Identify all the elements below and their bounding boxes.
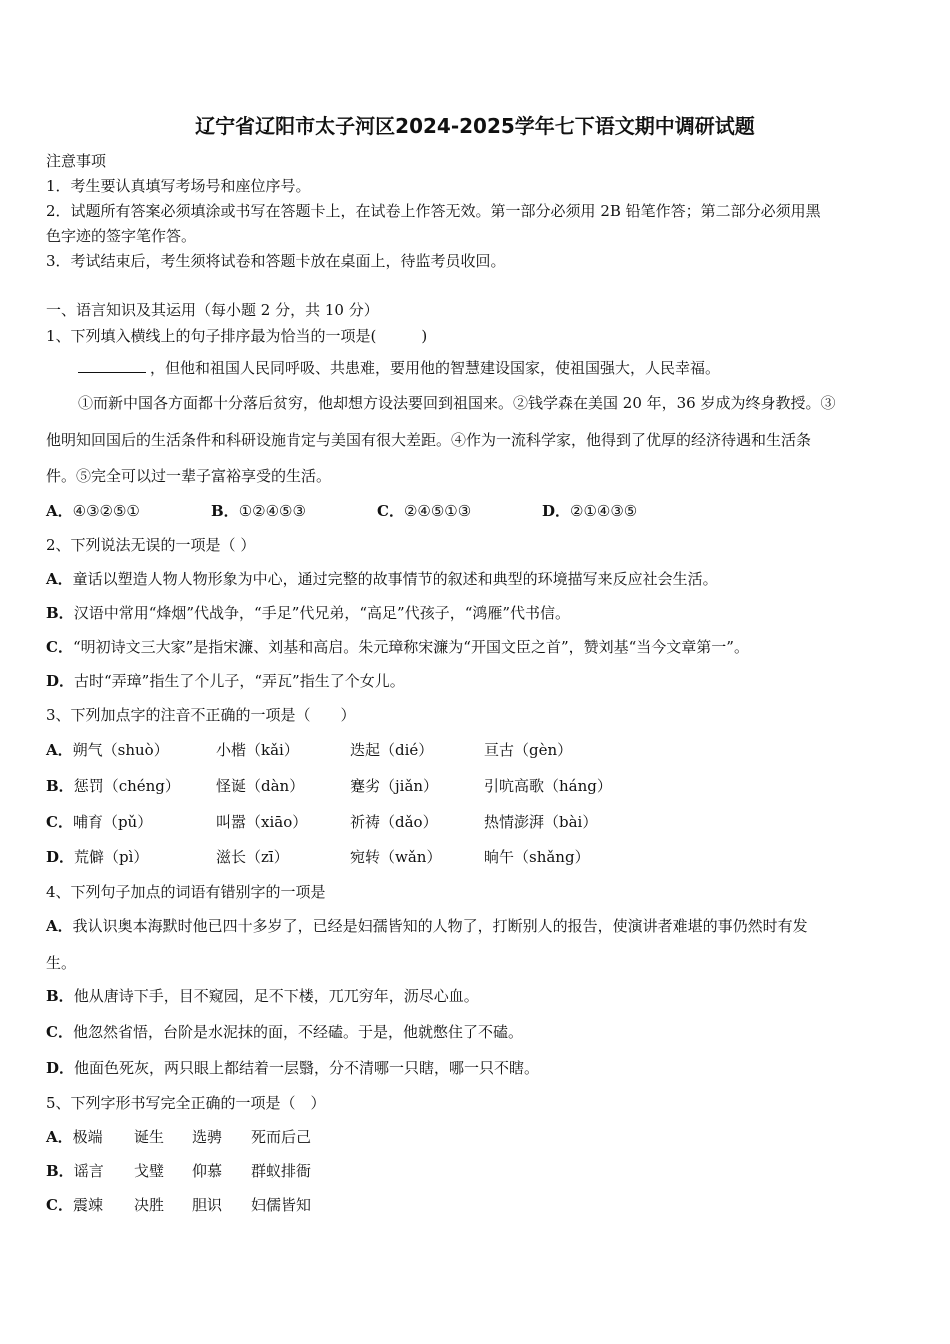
q4-option-d[interactable] bbox=[46, 1057, 539, 1079]
option-label: B． bbox=[46, 1162, 74, 1180]
option-text: 古时“弄璋”指生了个儿子，“弄瓦”指生了个女儿。 bbox=[74, 672, 405, 690]
notice-item-3: 3．考试结束后，考生须将试卷和答题卡放在桌面上，待监考员收回。 bbox=[46, 252, 506, 270]
q2-option-d[interactable] bbox=[46, 670, 405, 692]
option-label: B． bbox=[211, 502, 239, 520]
option-text: 我认识奥本海默时他已四十多岁了，已经是妇孺皆知的人物了，打断别人的报告，使演讲者难堪的事仍然时有发 bbox=[72, 917, 808, 935]
option-text: “明初诗文三大家”是指宋濂、刘基和高启。朱元璋称宋濂为“开国文臣之首”，赞刘基“当今文章第一”。 bbox=[72, 638, 749, 656]
option-label: C． bbox=[377, 502, 404, 520]
option-cell: 宛转（wǎn） bbox=[350, 848, 442, 866]
option-label: A． bbox=[46, 917, 73, 935]
notice-item-2: 2．试题所有答案必须填涂或书写在答题卡上，在试卷上作答无效。第一部分必须用 2B 铅笔作答；第二部分必须用黑 bbox=[46, 202, 821, 220]
option-cell: 胆识 bbox=[192, 1196, 223, 1214]
q1-option-b[interactable] bbox=[211, 500, 306, 521]
q1-stem: 1、下列填入横线上的句子排序最为恰当的一项是( ) bbox=[46, 327, 428, 345]
option-label: C． bbox=[46, 813, 73, 831]
option-cell: 仰慕 bbox=[192, 1162, 223, 1180]
option-cell: 怪诞（dàn） bbox=[216, 777, 305, 795]
option-label: D． bbox=[46, 672, 75, 690]
option-cell: 引吭高歌（háng） bbox=[484, 777, 612, 795]
q2-stem: 2、下列说法无误的一项是（ ） bbox=[46, 536, 256, 554]
option-text: ②④⑤①③ bbox=[403, 502, 472, 520]
q1-blank-sentence bbox=[78, 357, 720, 379]
notice-item-2-cont: 色字迹的签字笔作答。 bbox=[46, 227, 197, 245]
q4-stem: 4、下列句子加点的词语有错别字的一项是 bbox=[46, 883, 326, 901]
option-text: ④③②⑤① bbox=[72, 502, 140, 520]
option-cell: 蹇劣（jiǎn） bbox=[350, 777, 439, 795]
q3-stem: 3、下列加点字的注音不正确的一项是（ ） bbox=[46, 706, 356, 724]
option-label: A． bbox=[46, 741, 73, 759]
option-text: 汉语中常用“烽烟”代战争，“手足”代兄弟，“高足”代孩子，“鸿雁”代书信。 bbox=[73, 604, 571, 622]
option-cell: 滋长（zī） bbox=[216, 848, 289, 866]
q1-blank-text: ，但他和祖国人民同呼吸、共患难，要用他的智慧建设国家，使祖国强大，人民幸福。 bbox=[150, 359, 721, 377]
option-cell: 亘古（gèn） bbox=[484, 741, 573, 759]
option-cell: 选骋 bbox=[192, 1128, 223, 1146]
option-label: C． bbox=[46, 1196, 73, 1214]
option-label: D． bbox=[46, 1059, 75, 1077]
option-label: A． bbox=[46, 1128, 73, 1146]
option-label: C． bbox=[46, 638, 73, 656]
option-cell: 群蚁排衙 bbox=[251, 1162, 312, 1180]
option-label: B． bbox=[46, 777, 74, 795]
option-cell: 震竦 bbox=[72, 1196, 103, 1214]
option-text: ②①④③⑤ bbox=[570, 502, 638, 520]
q4-option-b[interactable] bbox=[46, 985, 479, 1007]
option-label: D． bbox=[46, 848, 75, 866]
option-text: 他忽然省悟，台阶是水泥抹的面，不经磕。于是，他就憋住了不磕。 bbox=[72, 1023, 523, 1041]
option-cell: 戈璧 bbox=[134, 1162, 165, 1180]
page-title: 辽宁省辽阳市太子河区2024-2025学年七下语文期中调研试题 bbox=[195, 114, 755, 138]
option-cell: 极端 bbox=[72, 1128, 103, 1146]
option-cell: 谣言 bbox=[73, 1162, 104, 1180]
q4-option-a[interactable] bbox=[46, 915, 808, 937]
option-cell: 妇儒皆知 bbox=[251, 1196, 312, 1214]
option-cell: 叫嚣（xiāo） bbox=[216, 813, 308, 831]
option-text: 童话以塑造人物人物形象为中心，通过完整的故事情节的叙述和典型的环境描写来反应社会生活。 bbox=[72, 570, 718, 588]
q1-para-2: 他明知回国后的生活条件和科研设施肯定与美国有很大差距。④作为一流科学家，他得到了优厚的经济待遇和生活条 bbox=[46, 431, 812, 449]
option-text: 他面色死灰，两只眼上都结着一层翳，分不清哪一只瞎，哪一只不瞎。 bbox=[74, 1059, 540, 1077]
q1-option-d[interactable] bbox=[542, 500, 637, 521]
option-text: ①②④⑤③ bbox=[238, 502, 306, 520]
q1-para-1: ①而新中国各方面都十分落后贫穷，他却想方设法要回到祖国来。②钱学森在美国 20 年，36 岁成为终身教授。③ bbox=[78, 394, 836, 412]
option-cell: 热情澎湃（bài） bbox=[484, 813, 598, 831]
option-cell: 朔气（shuò） bbox=[72, 741, 169, 759]
q2-option-b[interactable] bbox=[46, 602, 570, 624]
option-label: D． bbox=[542, 502, 571, 520]
option-label: B． bbox=[46, 604, 74, 622]
q1-option-c[interactable] bbox=[377, 500, 471, 521]
option-cell: 诞生 bbox=[134, 1128, 165, 1146]
notice-item-1: 1．考生要认真填写考场号和座位序号。 bbox=[46, 177, 311, 195]
q1-option-a[interactable] bbox=[46, 500, 140, 521]
option-cell: 惩罚（chéng） bbox=[73, 777, 180, 795]
q1-para-3: 件。⑤完全可以过一辈子富裕享受的生活。 bbox=[46, 467, 332, 485]
q5-stem: 5、下列字形书写完全正确的一项是（ ） bbox=[46, 1094, 326, 1112]
option-cell: 死而后己 bbox=[251, 1128, 312, 1146]
q4-option-a-cont: 生。 bbox=[46, 954, 77, 972]
option-label: A． bbox=[46, 570, 73, 588]
option-text: 他从唐诗下手，目不窥园，足不下楼，兀兀穷年，沥尽心血。 bbox=[73, 987, 479, 1005]
option-cell: 祈祷（dǎo） bbox=[350, 813, 438, 831]
option-cell: 决胜 bbox=[134, 1196, 165, 1214]
option-cell: 小楷（kǎi） bbox=[216, 741, 299, 759]
option-label: A． bbox=[46, 502, 73, 520]
section-heading: 一、语言知识及其运用（每小题 2 分，共 10 分） bbox=[46, 301, 379, 319]
option-cell: 哺育（pǔ） bbox=[72, 813, 153, 831]
q2-option-c[interactable] bbox=[46, 636, 749, 658]
notice-heading: 注意事项 bbox=[46, 152, 107, 170]
option-label: C． bbox=[46, 1023, 73, 1041]
q2-option-a[interactable] bbox=[46, 568, 718, 590]
q4-option-c[interactable] bbox=[46, 1021, 523, 1043]
option-cell: 晌午（shǎng） bbox=[484, 848, 590, 866]
answer-blank[interactable] bbox=[78, 358, 146, 373]
option-cell: 荒僻（pì） bbox=[74, 848, 149, 866]
option-cell: 迭起（dié） bbox=[350, 741, 434, 759]
option-label: B． bbox=[46, 987, 74, 1005]
